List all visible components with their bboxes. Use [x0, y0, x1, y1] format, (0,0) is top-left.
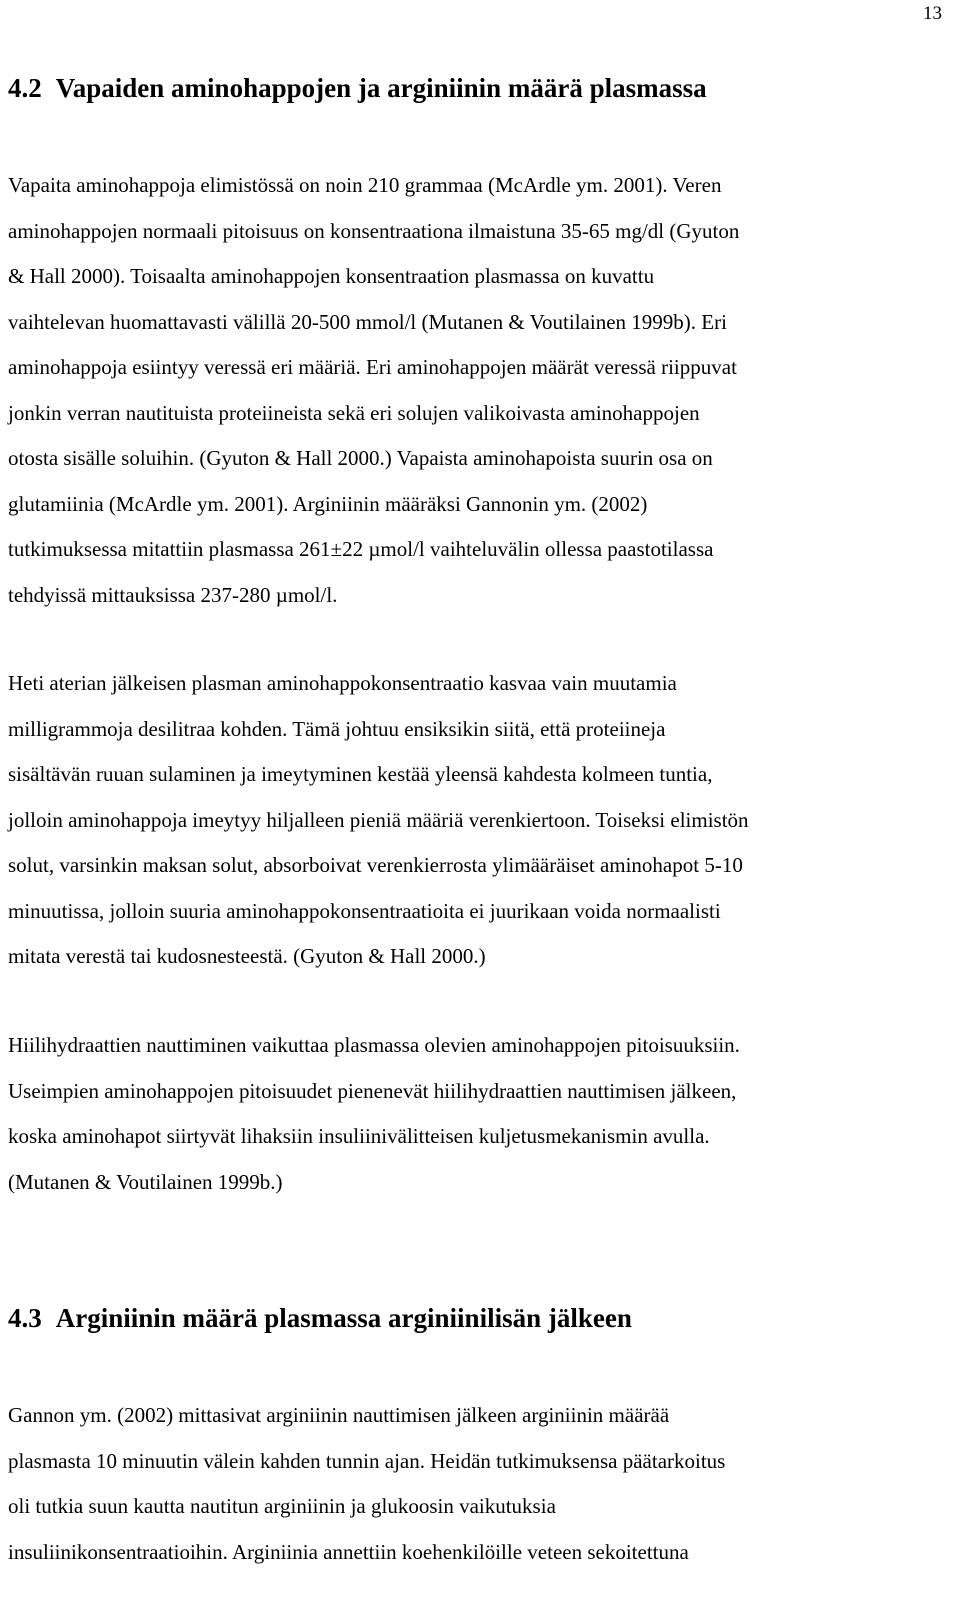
section-title: Arginiinin määrä plasmassa arginiinilisän jälkeen	[55, 1303, 632, 1333]
text-line: Gannon ym. (2002) mittasivat arginiinin nauttimisen jälkeen arginiinin määrää	[8, 1403, 670, 1427]
text-line: mitata verestä tai kudosnesteestä. (Gyuton & Hall 2000.)	[8, 944, 486, 968]
text-line: tehdyissä mittauksissa 237-280 µmol/l.	[8, 582, 338, 607]
paragraph-free-amino-acids	[8, 163, 948, 618]
text-line: aminohappoja esiintyy veressä eri määriä. Eri aminohappojen määrät veressä riippuvat	[8, 355, 737, 379]
section-heading-4-3	[8, 1302, 632, 1334]
text-line: jolloin aminohappoja imeytyy hiljalleen pieniä määriä verenkiertoon. Toiseksi elimistön	[8, 807, 749, 832]
text-line: Heti aterian jälkeisen plasman aminohappokonsentraatio kasvaa vain muutamia	[8, 671, 677, 695]
paragraph-after-meal	[8, 661, 948, 980]
section-number: 4.2	[8, 73, 42, 103]
text-line: sisältävän ruuan sulaminen ja imeytyminen kestää yleensä kahdesta kolmeen tuntia,	[8, 762, 713, 786]
section-number: 4.3	[8, 1303, 42, 1333]
page-number: 13	[923, 3, 942, 24]
text-line: koska aminohapot siirtyvät lihaksiin insuliinivälitteisen kuljetusmekanismin avulla.	[8, 1124, 710, 1148]
text-line: (Mutanen & Voutilainen 1999b.)	[8, 1169, 283, 1194]
text-line: vaihtelevan huomattavasti välillä 20-500 mmol/l (Mutanen & Voutilainen 1999b). Eri	[8, 309, 727, 334]
section-title: Vapaiden aminohappojen ja arginiinin määrä plasmassa	[55, 73, 707, 103]
text-line: jonkin verran nautituista proteiineista sekä eri solujen valikoivasta aminohappojen	[8, 400, 700, 425]
text-line: & Hall 2000). Toisaalta aminohappojen konsentraation plasmassa on kuvattu	[8, 264, 655, 288]
text-line: Vapaita aminohappoja elimistössä on noin 210 grammaa (McArdle ym. 2001). Veren	[8, 173, 722, 197]
text-line: aminohappojen normaali pitoisuus on konsentraationa ilmaistuna 35-65 mg/dl (Gyuton	[8, 218, 740, 243]
text-line: plasmasta 10 minuutin välein kahden tunnin ajan. Heidän tutkimuksensa päätarkoitus	[8, 1448, 726, 1473]
text-line: Hiilihydraattien nauttiminen vaikuttaa plasmassa olevien aminohappojen pitoisuuksiin.	[8, 1033, 740, 1057]
text-line: otosta sisälle soluihin. (Gyuton & Hall 2000.) Vapaista aminohapoista suurin osa on	[8, 446, 713, 470]
paragraph-carbohydrates	[8, 1023, 948, 1205]
text-line: insuliinikonsentraatioihin. Arginiinia annettiin koehenkilöille veteen sekoitettuna	[8, 1539, 689, 1564]
text-line: milligrammoja desilitraa kohden. Tämä johtuu ensiksikin siitä, että proteiineja	[8, 716, 666, 741]
text-line: tutkimuksessa mitattiin plasmassa 261±22 µmol/l vaihteluvälin ollessa paastotilassa	[8, 537, 714, 561]
paragraph-gannon-study	[8, 1393, 948, 1575]
text-line: minuutissa, jolloin suuria aminohappokonsentraatioita ei juurikaan voida normaalisti	[8, 898, 721, 923]
text-line: Useimpien aminohappojen pitoisuudet pienenevät hiilihydraattien nauttimisen jälkeen,	[8, 1078, 737, 1103]
text-line: glutamiinia (McArdle ym. 2001). Arginiinin määräksi Gannonin ym. (2002)	[8, 491, 648, 516]
text-line: solut, varsinkin maksan solut, absorboivat verenkierrosta ylimääräiset aminohapot 5-10	[8, 853, 743, 877]
text-line: oli tutkia suun kautta nautitun arginiinin ja glukoosin vaikutuksia	[8, 1494, 556, 1518]
section-heading-4-2	[8, 72, 707, 104]
